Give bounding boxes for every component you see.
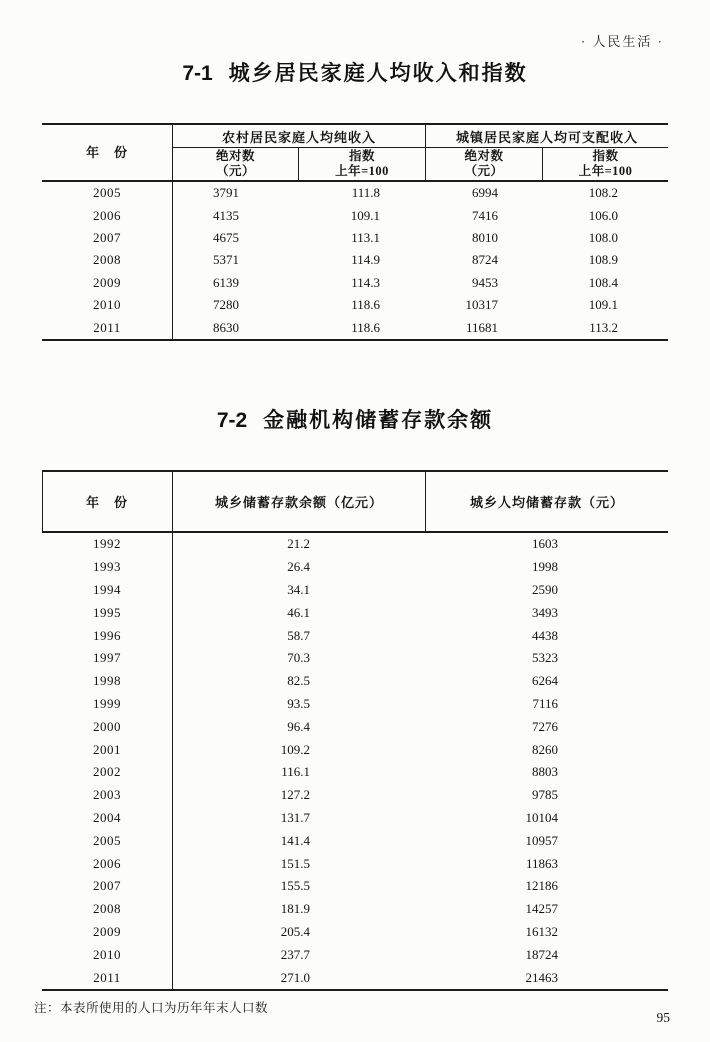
year-cell: 2007 [93, 230, 121, 246]
balance-cell: 181.9 [280, 901, 310, 917]
table1-subheader-rural-index [299, 148, 425, 180]
table-row [42, 556, 668, 579]
subheader-line2: 上年=100 [578, 164, 633, 178]
subheader-line1: 指数 [592, 149, 619, 163]
percapita-cell: 9785 [532, 787, 558, 803]
table-row [42, 829, 668, 852]
year-cell: 1993 [93, 559, 121, 575]
rural-index-cell: 118.6 [351, 319, 380, 335]
table-row [42, 227, 668, 249]
subheader-line1: 绝对数 [215, 149, 255, 163]
table-row [42, 693, 668, 716]
urban-index-cell: 108.2 [588, 185, 618, 201]
year-cell: 1996 [93, 627, 121, 643]
table-row [42, 294, 668, 316]
year-cell: 2001 [93, 741, 121, 757]
year-cell: 2002 [93, 764, 121, 780]
year-cell: 2006 [93, 855, 121, 871]
rural-absolute-cell: 7280 [213, 297, 239, 313]
table-row [42, 761, 668, 784]
rural-absolute-cell: 3791 [213, 185, 239, 201]
table2-title [0, 404, 710, 434]
table1-number: 7-1 [182, 62, 213, 85]
year-cell: 1999 [93, 695, 121, 711]
year-cell: 2005 [93, 185, 121, 201]
percapita-cell: 8803 [532, 764, 558, 780]
year-cell: 2008 [93, 901, 121, 917]
table-row [42, 249, 668, 271]
table-row [42, 898, 668, 921]
rural-absolute-cell: 4675 [213, 230, 239, 246]
table1-subheader-rural-absolute [173, 148, 298, 180]
table-row [42, 533, 668, 556]
urban-absolute-cell: 6994 [472, 185, 498, 201]
year-cell: 2010 [93, 946, 121, 962]
year-cell: 1995 [93, 604, 121, 620]
balance-cell: 131.7 [280, 809, 310, 825]
rural-index-cell: 118.6 [351, 297, 380, 313]
rural-index-cell: 109.1 [350, 207, 380, 223]
percapita-cell: 14257 [525, 901, 558, 917]
table-row [42, 715, 668, 738]
table2-percapita-header: 城乡人均储蓄存款（元） [469, 495, 624, 510]
rural-index-cell: 113.1 [351, 230, 380, 246]
balance-cell: 127.2 [280, 787, 310, 803]
year-cell: 2003 [93, 787, 121, 803]
table-row [42, 966, 668, 989]
urban-index-cell: 108.4 [588, 274, 618, 290]
table1-subheader-urban-absolute [426, 148, 542, 180]
year-cell: 2005 [93, 832, 121, 848]
year-cell: 2009 [93, 274, 121, 290]
year-cell: 1997 [93, 650, 121, 666]
table-row [42, 182, 668, 204]
table2-rows [42, 533, 668, 989]
subheader-line2: （元） [215, 164, 255, 178]
balance-cell: 116.1 [281, 764, 310, 780]
table1-rows [42, 182, 668, 339]
balance-cell: 26.4 [287, 559, 310, 575]
table-row [42, 784, 668, 807]
balance-cell: 82.5 [287, 673, 310, 689]
year-cell: 1992 [93, 536, 121, 552]
percapita-cell: 6264 [532, 673, 558, 689]
table2 [42, 470, 668, 991]
chapter-tag: · 人民生活 · [580, 34, 664, 49]
balance-cell: 151.5 [280, 855, 310, 871]
percapita-cell: 16132 [525, 923, 558, 939]
urban-absolute-cell: 9453 [472, 274, 498, 290]
balance-cell: 155.5 [280, 878, 310, 894]
table1-subheader-urban-index [543, 148, 668, 180]
table2-footnote: 注：本表所使用的人口为历年年末人口数 [34, 1001, 269, 1015]
table-row [42, 875, 668, 898]
table1-title-text: 城乡居民家庭人均收入和指数 [228, 62, 528, 85]
rural-absolute-cell: 4135 [213, 207, 239, 223]
table-row [42, 807, 668, 830]
page-number: 95 [656, 1010, 670, 1025]
year-cell: 2011 [93, 319, 121, 335]
percapita-cell: 11863 [525, 855, 558, 871]
rural-absolute-cell: 5371 [213, 252, 239, 268]
balance-cell: 46.1 [287, 604, 310, 620]
percapita-cell: 10957 [525, 832, 558, 848]
table1 [42, 123, 668, 341]
percapita-cell: 8260 [532, 741, 558, 757]
table-row [42, 921, 668, 944]
balance-cell: 58.7 [287, 627, 310, 643]
balance-cell: 96.4 [287, 718, 310, 734]
percapita-cell: 10104 [525, 809, 558, 825]
year-cell: 1994 [93, 581, 121, 597]
percapita-cell: 1603 [532, 536, 558, 552]
rural-index-cell: 114.3 [351, 274, 380, 290]
urban-index-cell: 113.2 [589, 319, 618, 335]
balance-cell: 34.1 [287, 581, 310, 597]
urban-absolute-cell: 8724 [472, 252, 498, 268]
table1-group-header-urban: 城镇居民家庭人均可支配收入 [455, 129, 638, 145]
subheader-line2: 上年=100 [335, 164, 389, 178]
table2-number: 7-2 [216, 409, 248, 432]
table-row [42, 943, 668, 966]
table-row [42, 204, 668, 226]
balance-cell: 205.4 [280, 923, 310, 939]
table1-bottom-border [42, 339, 668, 341]
year-cell: 1998 [93, 673, 121, 689]
table-row [42, 579, 668, 602]
urban-index-cell: 108.9 [588, 252, 618, 268]
balance-cell: 21.2 [287, 536, 310, 552]
rural-absolute-cell: 6139 [213, 274, 239, 290]
table2-bottom-border [42, 989, 668, 991]
table1-year-header: 年 份 [85, 145, 128, 160]
rural-index-cell: 114.9 [351, 252, 380, 268]
subheader-line2: （元） [464, 164, 504, 178]
balance-cell: 70.3 [287, 650, 310, 666]
balance-cell: 93.5 [287, 695, 310, 711]
percapita-cell: 1998 [532, 559, 558, 575]
table2-year-header: 年 份 [85, 495, 128, 510]
percapita-cell: 18724 [525, 946, 558, 962]
table2-title-text: 金融机构储蓄存款余额 [263, 409, 494, 432]
table-row [42, 624, 668, 647]
year-cell: 2011 [93, 969, 121, 985]
year-cell: 2004 [93, 809, 121, 825]
balance-cell: 141.4 [280, 832, 310, 848]
rural-index-cell: 111.8 [351, 185, 380, 201]
rural-absolute-cell: 8630 [213, 319, 239, 335]
year-cell: 2010 [93, 297, 121, 313]
urban-absolute-cell: 10317 [465, 297, 498, 313]
year-cell: 2009 [93, 923, 121, 939]
percapita-cell: 12186 [525, 878, 558, 894]
year-cell: 2006 [93, 207, 121, 223]
table-row [42, 317, 668, 339]
year-cell: 2000 [93, 718, 121, 734]
table-row [42, 738, 668, 761]
percapita-cell: 3493 [532, 604, 558, 620]
balance-cell: 271.0 [280, 969, 310, 985]
year-cell: 2008 [93, 252, 121, 268]
percapita-cell: 21463 [525, 969, 558, 985]
percapita-cell: 7116 [532, 695, 558, 711]
urban-index-cell: 108.0 [588, 230, 618, 246]
table-row [42, 601, 668, 624]
urban-index-cell: 106.0 [588, 207, 618, 223]
urban-absolute-cell: 8010 [472, 230, 498, 246]
subheader-line1: 指数 [348, 149, 375, 163]
percapita-cell: 5323 [532, 650, 558, 666]
table-row [42, 647, 668, 670]
table1-group-header-rural: 农村居民家庭人均纯收入 [221, 129, 376, 145]
urban-absolute-cell: 11681 [465, 319, 498, 335]
balance-cell: 237.7 [280, 946, 310, 962]
table2-balance-header: 城乡储蓄存款余额（亿元） [214, 495, 383, 510]
table-row [42, 670, 668, 693]
balance-cell: 109.2 [280, 741, 310, 757]
percapita-cell: 2590 [532, 581, 558, 597]
percapita-cell: 4438 [532, 627, 558, 643]
urban-absolute-cell: 7416 [472, 207, 498, 223]
table1-title [0, 57, 710, 87]
percapita-cell: 7276 [532, 718, 558, 734]
urban-index-cell: 109.1 [588, 297, 618, 313]
year-cell: 2007 [93, 878, 121, 894]
subheader-line1: 绝对数 [464, 149, 504, 163]
table-row [42, 272, 668, 294]
table-row [42, 852, 668, 875]
